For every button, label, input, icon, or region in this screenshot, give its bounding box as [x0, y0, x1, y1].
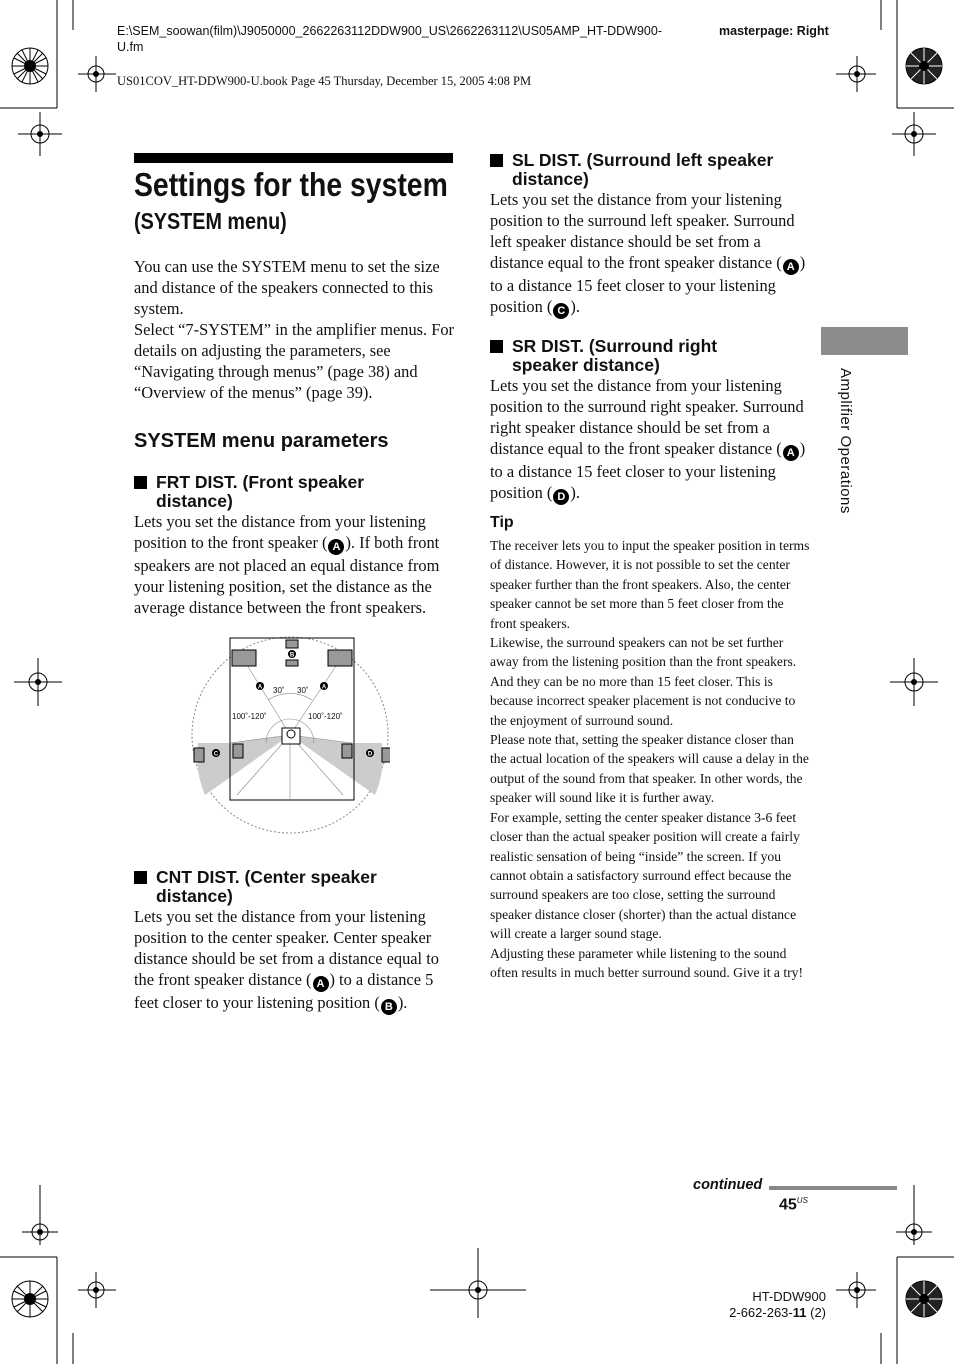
surround-left-speaker: [233, 744, 243, 758]
page-title: Settings for the system: [134, 166, 448, 203]
registration-mark-left-middle: [14, 658, 62, 706]
sr-dist-heading: SR DIST. (Surround right speaker distance): [490, 337, 842, 375]
svg-text:A: A: [257, 684, 263, 691]
marker-d-icon: D: [553, 489, 569, 505]
surround-right-speaker-far: [382, 748, 390, 762]
header-file-path: E:\SEM_soowan(film)\J9050000_2662263112DDW900_US\2662263112\US05AMP_HT-DDW900-U.fm: [117, 24, 662, 54]
angle-label: 100˚-120˚: [308, 712, 343, 721]
cnt-dist-heading: CNT DIST. (Center speaker distance): [134, 868, 476, 906]
tip-heading: Tip: [490, 514, 514, 531]
registration-mark-crosshair: [78, 1272, 118, 1312]
tip-paragraph: Likewise, the surround speakers can not be set further away from the listening position than the front speakers. And they can be no more than 15 feet closer. This is because incorrect speaker placement is not conducive to the enjoyment of surround sound.: [490, 635, 797, 728]
marker-a-icon: A: [783, 259, 799, 275]
svg-text:B: B: [289, 652, 295, 659]
registration-mark-crosshair: [78, 52, 118, 92]
registration-mark-crosshair: [836, 1272, 876, 1312]
center-speaker: [286, 640, 298, 648]
marker-c-icon: C: [553, 303, 569, 319]
page-subtitle: (SYSTEM menu): [134, 208, 287, 234]
marker-a-icon: A: [328, 539, 344, 555]
tip-paragraph: For example, setting the center speaker distance 3-6 feet closer than the actual speaker position will create a fairly realistic sensation of being “inside” the screen. If you cannot obtain a satisfactory surround effect because the surround speakers are too close, setting the surround speaker distance closer (shorter) than the actual distance will create a larger sound stage.: [490, 809, 800, 942]
intro-paragraph: You can use the SYSTEM menu to set the size and distance of the speakers connected to this system.: [134, 257, 440, 318]
angle-label: 30˚: [297, 686, 309, 695]
title-rule: [134, 153, 453, 163]
sl-dist-text: Lets you set the distance from your listening position to the surround left speaker. Surround left speaker distance should be set from a distance equal to the front speaker distance ( A ) to a distance 15 feet closer to your listening position ( C ).: [490, 190, 806, 317]
continued-label: continued: [693, 1177, 763, 1193]
surround-right-zone: [290, 735, 383, 795]
square-bullet-icon: [490, 340, 503, 353]
registration-mark-crosshair: [18, 112, 62, 156]
surround-left-zone: [197, 735, 290, 795]
registration-mark-bottom-center: [430, 1248, 526, 1318]
square-bullet-icon: [134, 476, 147, 489]
angle-label: 100˚-120˚: [232, 712, 267, 721]
speaker-placement-diagram: [190, 630, 390, 840]
tip-paragraph: The receiver lets you to input the speaker position in terms of distance. However, it is not possible to set the center speaker further than the front speakers. Also, the center speaker cannot be set more than 5 feet closer from the front speakers.: [490, 538, 810, 631]
sr-dist-text: Lets you set the distance from your listening position to the surround right speaker. Surround right speaker distance should be set from a distance equal to the front speaker distance ( A ) to a distance 15 feet closer to your listening position ( D ).: [490, 376, 806, 503]
marker-a-icon: A: [313, 976, 329, 992]
front-right-speaker: [328, 650, 352, 666]
part-number: 2-662-263-11 (2): [729, 1305, 826, 1320]
center-speaker-near: [286, 660, 298, 666]
tip-paragraph: Please note that, setting the speaker distance closer than the actual location of the speakers will cause a delay in the output of the sound from that speaker. In other words, the speaker will sound like it is further away.: [490, 732, 809, 806]
model-number: HT-DDW900: [752, 1289, 826, 1304]
intro-paragraph: Select “7-SYSTEM” in the amplifier menus. For details on adjusting the parameters, see “Navigating through menus” (page 38) and “Overview of the menus” (page 39).: [134, 320, 455, 402]
marker-b-icon: B: [381, 999, 397, 1015]
section-heading: SYSTEM menu parameters: [134, 430, 389, 452]
tip-text: [490, 536, 810, 982]
marker-a-icon: A: [783, 445, 799, 461]
svg-text:A: A: [321, 684, 327, 691]
svg-text:D: D: [367, 751, 373, 758]
registration-mark-crosshair: [836, 52, 876, 92]
sl-dist-heading: SL DIST. (Surround left speaker distance): [490, 151, 842, 189]
cnt-dist-text: Lets you set the distance from your listening position to the center speaker. Center speaker distance should be set from a distance equal to the front speaker distance ( A ) to a distance 5 feet closer to your listening position ( B ).: [134, 907, 439, 1013]
frt-dist-heading: FRT DIST. (Front speaker distance): [134, 473, 476, 511]
square-bullet-icon: [490, 154, 503, 167]
surround-left-speaker-far: [194, 748, 204, 762]
header-book-line: US01COV_HT-DDW900-U.book Page 45 Thursday, December 15, 2005 4:08 PM: [117, 74, 532, 88]
front-left-speaker: [232, 650, 256, 666]
frt-dist-text: Lets you set the distance from your listening position to the front speaker ( A ). If both front speakers are not placed an equal distance from your listening position, set the distance as the average distance between the front speakers.: [134, 512, 440, 617]
square-bullet-icon: [134, 871, 147, 884]
angle-label: 30˚: [273, 686, 285, 695]
intro-text: [134, 256, 454, 403]
side-tab-label: Amplifier Operations: [837, 368, 854, 514]
svg-text:C: C: [213, 751, 219, 758]
side-tab-bar: [821, 327, 908, 355]
header-masterpage: masterpage: Right: [719, 24, 829, 38]
page-number: $45^{US}$: [779, 1196, 808, 1214]
registration-mark-right-middle: [890, 658, 938, 706]
tip-paragraph: Adjusting these parameter while listening to the sound often results in much better surround sound. Give it a try!: [490, 945, 803, 980]
continued-rule: [769, 1186, 897, 1190]
surround-right-speaker: [342, 744, 352, 758]
registration-mark-crosshair: [892, 112, 936, 156]
